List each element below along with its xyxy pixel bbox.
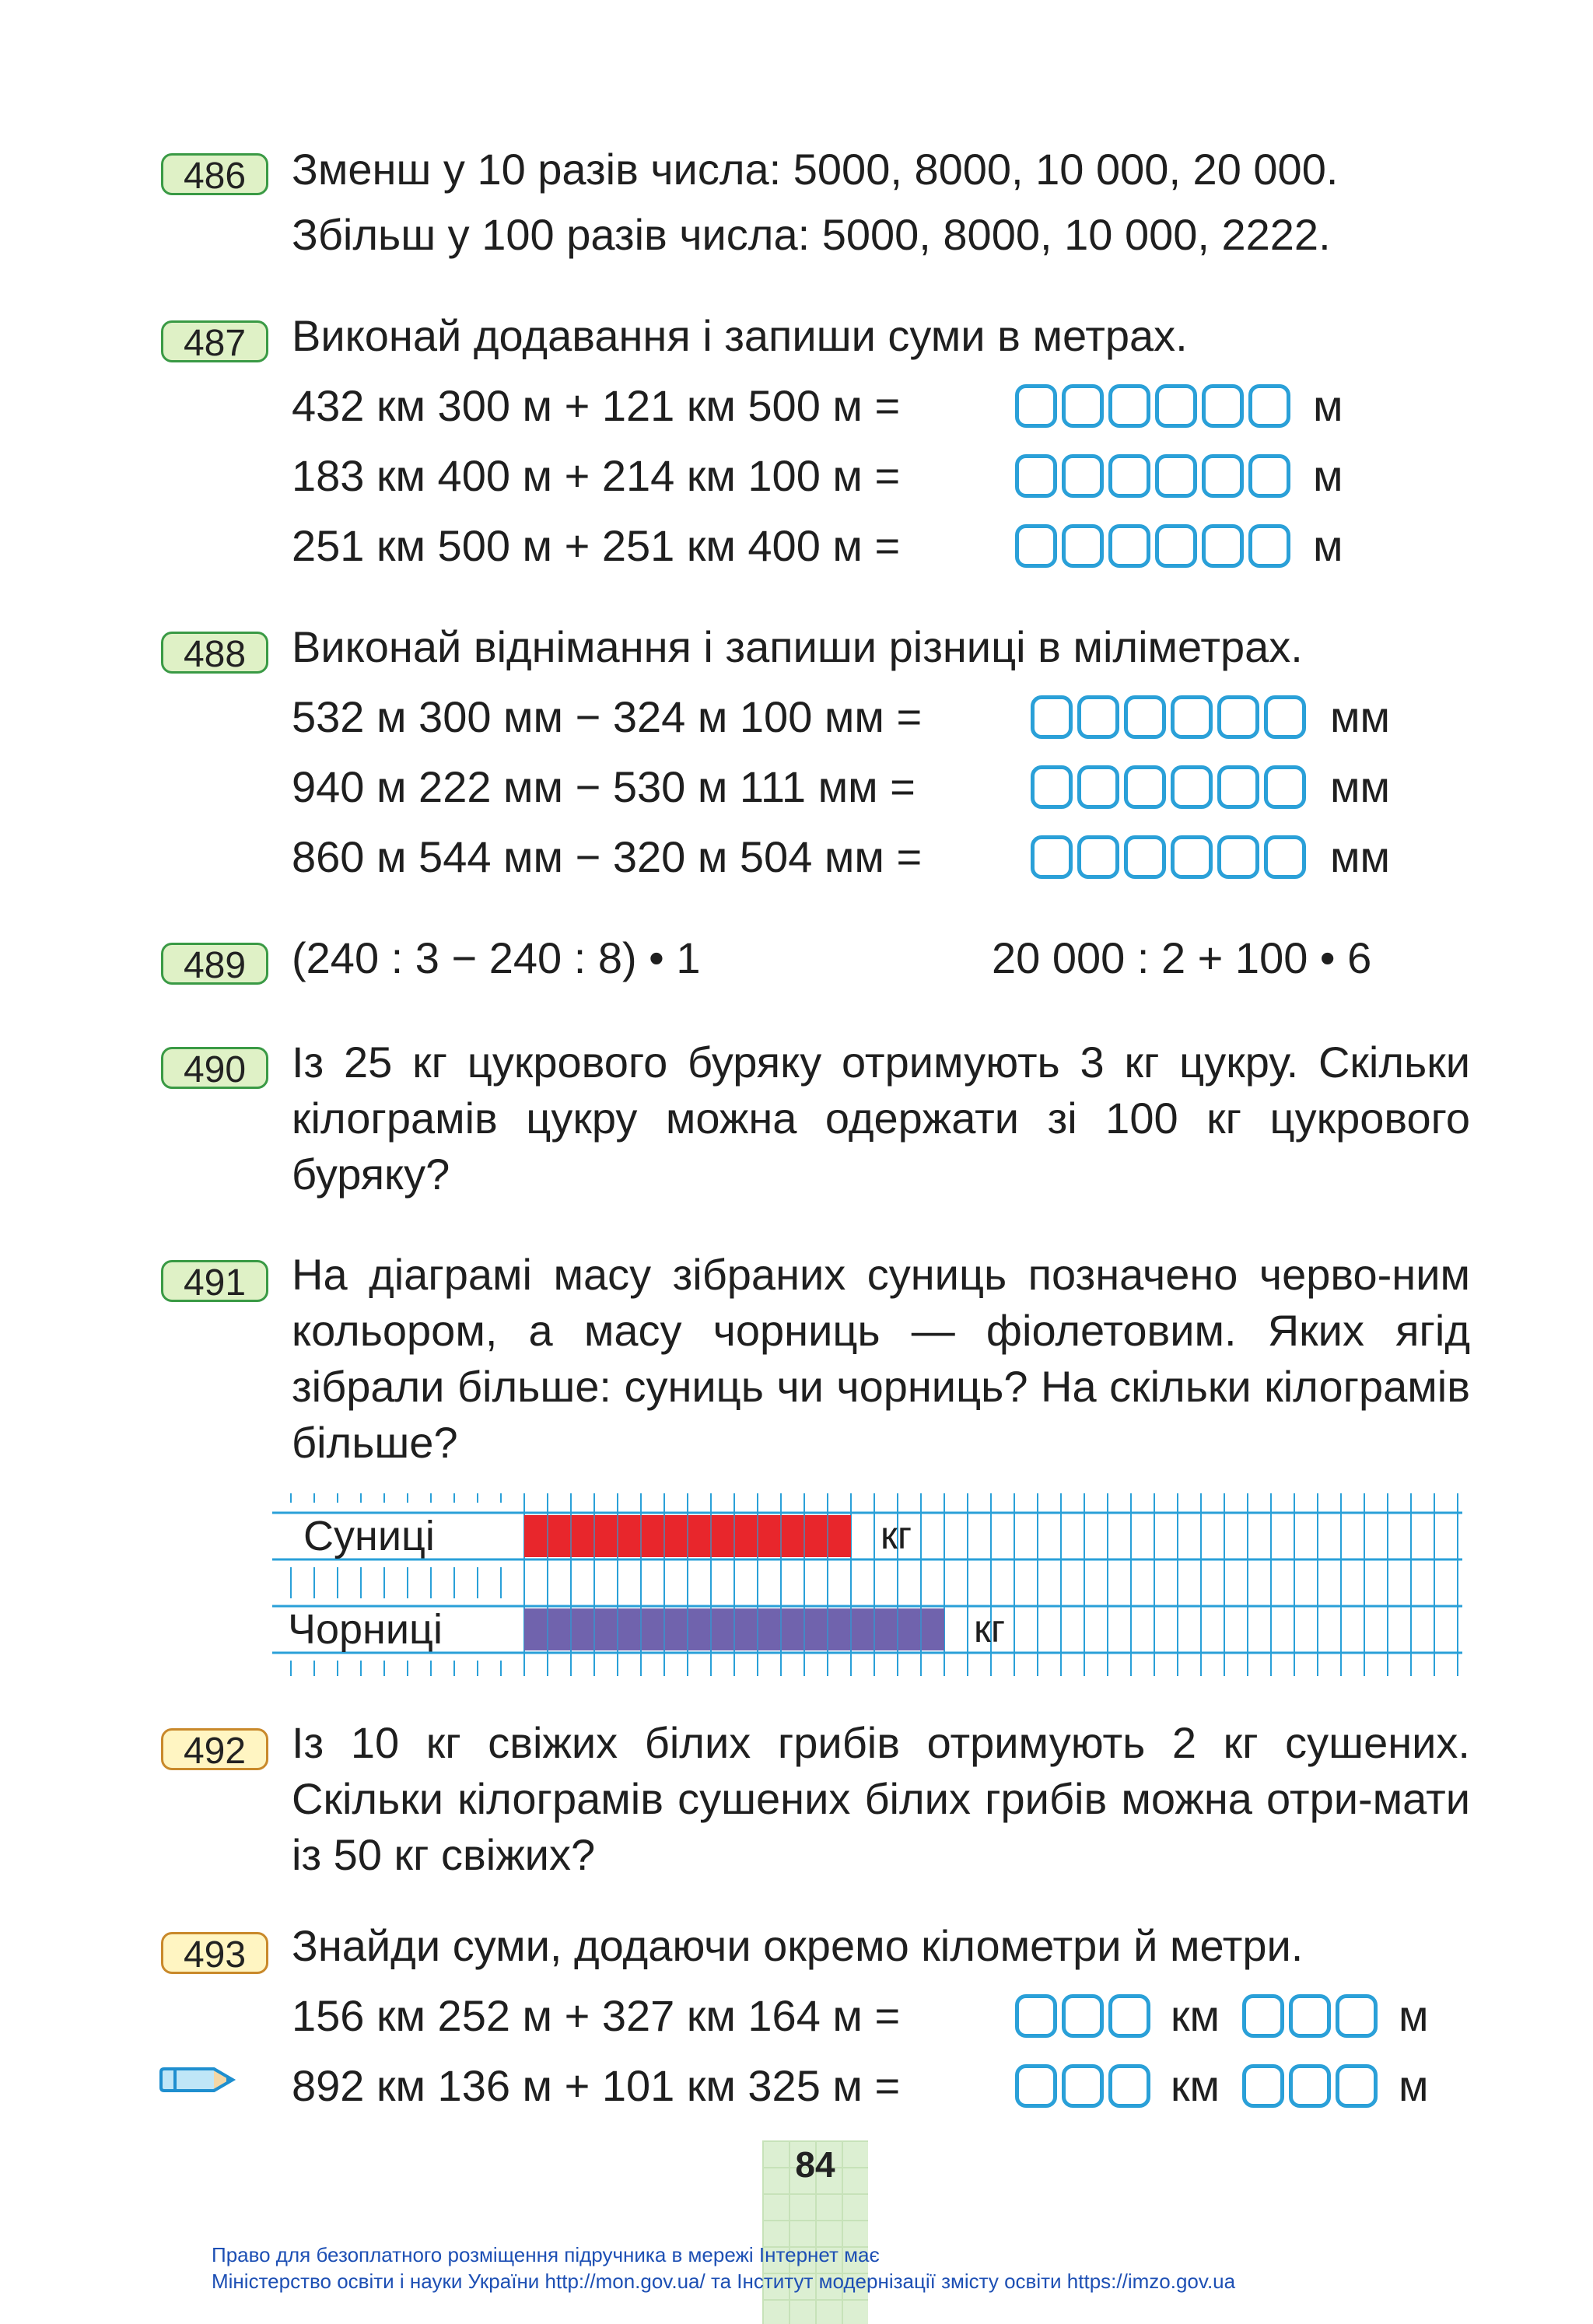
page-number: 84 [795, 2144, 835, 2185]
digit-box[interactable] [1015, 384, 1057, 428]
digit-box[interactable] [1202, 384, 1244, 428]
digit-box[interactable] [1155, 454, 1197, 498]
exercise-text: Із 25 кг цукрового буряку отримують 3 кг цукру. Скільки кілограмів цукру можна одержати зі 100 кг цукрового буряку? [292, 1038, 1470, 1199]
unit-label: м [1313, 381, 1343, 430]
equation-text: 251 км 500 м + 251 км 400 м = [292, 521, 901, 570]
unit-label: м [1313, 451, 1343, 500]
digit-box[interactable] [1242, 1994, 1284, 2038]
unit-label-km: км [1171, 2061, 1220, 2110]
answer-boxes[interactable] [1031, 765, 1306, 809]
digit-box[interactable] [1248, 454, 1290, 498]
exercise-number-badge: 491 [161, 1260, 268, 1302]
digit-box[interactable] [1015, 524, 1057, 568]
digit-box[interactable] [1062, 384, 1104, 428]
digit-box[interactable] [1108, 524, 1150, 568]
unit-label-m: м [1399, 2061, 1429, 2110]
equation-text: 892 км 136 м + 101 км 325 м = [292, 2061, 901, 2110]
unit-label: мм [1330, 692, 1390, 741]
answer-boxes[interactable] [1015, 384, 1290, 428]
exercise-number-badge: 492 [161, 1728, 268, 1770]
digit-box[interactable] [1264, 835, 1306, 879]
exercise-text-line: Збільш у 100 разів числа: 5000, 8000, 10 000, 2222. [292, 210, 1331, 259]
digit-box[interactable] [1031, 695, 1073, 739]
equation-text: 432 км 300 м + 121 км 500 м = [292, 381, 901, 430]
unit-label-km: км [1171, 1991, 1220, 2040]
exercise-number-badge: 493 [161, 1932, 268, 1974]
digit-box[interactable] [1124, 695, 1166, 739]
footer-line-2: Міністерство освіти і науки України http://mon.gov.ua/ та Інститут модернізації змісту освіти https://imzo.gov.ua [212, 2270, 1236, 2293]
m-answer-boxes[interactable] [1242, 2064, 1378, 2108]
digit-box[interactable] [1031, 835, 1073, 879]
m-answer-boxes[interactable] [1242, 1994, 1378, 2038]
digit-box[interactable] [1171, 765, 1213, 809]
answer-boxes[interactable] [1031, 695, 1306, 739]
digit-box[interactable] [1062, 2064, 1104, 2108]
digit-box[interactable] [1202, 454, 1244, 498]
digit-box[interactable] [1015, 2064, 1057, 2108]
footer-line-1: Право для безоплатного розміщення підручника в мережі Інтернет має [212, 2243, 880, 2266]
digit-box[interactable] [1217, 765, 1259, 809]
exercise-title: Знайди суми, додаючи окремо кілометри й метри. [292, 1921, 1304, 1970]
equation-text: 156 км 252 м + 327 км 164 м = [292, 1991, 901, 2040]
answer-boxes[interactable] [1015, 524, 1290, 568]
digit-box[interactable] [1124, 835, 1166, 879]
equation-text: 940 м 222 мм − 530 м 111 мм = [292, 762, 916, 811]
digit-box[interactable] [1289, 2064, 1331, 2108]
expression-1: (240 : 3 − 240 : 8) • 1 [292, 933, 701, 982]
digit-box[interactable] [1108, 384, 1150, 428]
digit-box[interactable] [1108, 1994, 1150, 2038]
digit-box[interactable] [1248, 524, 1290, 568]
digit-box[interactable] [1217, 695, 1259, 739]
expression-2: 20 000 : 2 + 100 • 6 [992, 933, 1372, 982]
exercise-number-badge: 490 [161, 1047, 268, 1089]
digit-box[interactable] [1336, 1994, 1378, 2038]
km-answer-boxes[interactable] [1015, 1994, 1150, 2038]
unit-label: кг [974, 1607, 1006, 1650]
digit-box[interactable] [1264, 695, 1306, 739]
digit-box[interactable] [1336, 2064, 1378, 2108]
digit-box[interactable] [1171, 835, 1213, 879]
unit-label-m: м [1399, 1991, 1429, 2040]
digit-box[interactable] [1062, 454, 1104, 498]
exercise-title: Виконай додавання і запиши суми в метрах. [292, 311, 1188, 360]
digit-box[interactable] [1248, 384, 1290, 428]
digit-box[interactable] [1217, 835, 1259, 879]
unit-label: кг [881, 1514, 912, 1557]
exercise-title: Виконай віднімання і запиши різниці в міліметрах. [292, 622, 1303, 671]
digit-box[interactable] [1242, 2064, 1284, 2108]
exercise-number-badge: 489 [161, 943, 268, 985]
unit-label: мм [1330, 762, 1390, 811]
category-label: Чорниці [288, 1606, 443, 1653]
digit-box[interactable] [1015, 454, 1057, 498]
digit-box[interactable] [1202, 524, 1244, 568]
digit-box[interactable] [1289, 1994, 1331, 2038]
exercise-number-badge: 488 [161, 632, 268, 674]
exercise-text: На діаграмі масу зібраних суниць позначено черво-ним кольором, а масу чорниць — фіолетовим. Яких ягід зібрали більше: суниць чи чорниць? На скільки кілограмів більше? [292, 1250, 1470, 1467]
category-label: Суниці [303, 1513, 435, 1559]
digit-box[interactable] [1031, 765, 1073, 809]
digit-box[interactable] [1108, 454, 1150, 498]
equation-text: 860 м 544 мм − 320 м 504 мм = [292, 832, 923, 881]
exercise-number-badge: 487 [161, 320, 268, 362]
answer-boxes[interactable] [1031, 835, 1306, 879]
exercise-number-badge: 486 [161, 153, 268, 195]
unit-label: м [1313, 521, 1343, 570]
exercise-text-line: Зменш у 10 разів числа: 5000, 8000, 10 000, 20 000. [292, 145, 1339, 194]
digit-box[interactable] [1124, 765, 1166, 809]
equation-text: 532 м 300 мм − 324 м 100 мм = [292, 692, 923, 741]
km-answer-boxes[interactable] [1015, 2064, 1150, 2108]
exercise-text: Із 10 кг свіжих білих грибів отримують 2 кг сушених. Скільки кілограмів сушених білих грибів можна отри-мати із 50 кг свіжих? [292, 1718, 1470, 1879]
digit-box[interactable] [1062, 524, 1104, 568]
digit-box[interactable] [1155, 384, 1197, 428]
equation-text: 183 км 400 м + 214 км 100 м = [292, 451, 901, 500]
unit-label: мм [1330, 832, 1390, 881]
digit-box[interactable] [1171, 695, 1213, 739]
pencil-icon [159, 2063, 237, 2097]
digit-box[interactable] [1077, 835, 1119, 879]
answer-boxes[interactable] [1015, 454, 1290, 498]
digit-box[interactable] [1015, 1994, 1057, 2038]
digit-box[interactable] [1108, 2064, 1150, 2108]
digit-box[interactable] [1077, 695, 1119, 739]
digit-box[interactable] [1155, 524, 1197, 568]
digit-box[interactable] [1264, 765, 1306, 809]
digit-box[interactable] [1077, 765, 1119, 809]
berries-bar-chart [272, 1493, 1478, 1680]
digit-box[interactable] [1062, 1994, 1104, 2038]
